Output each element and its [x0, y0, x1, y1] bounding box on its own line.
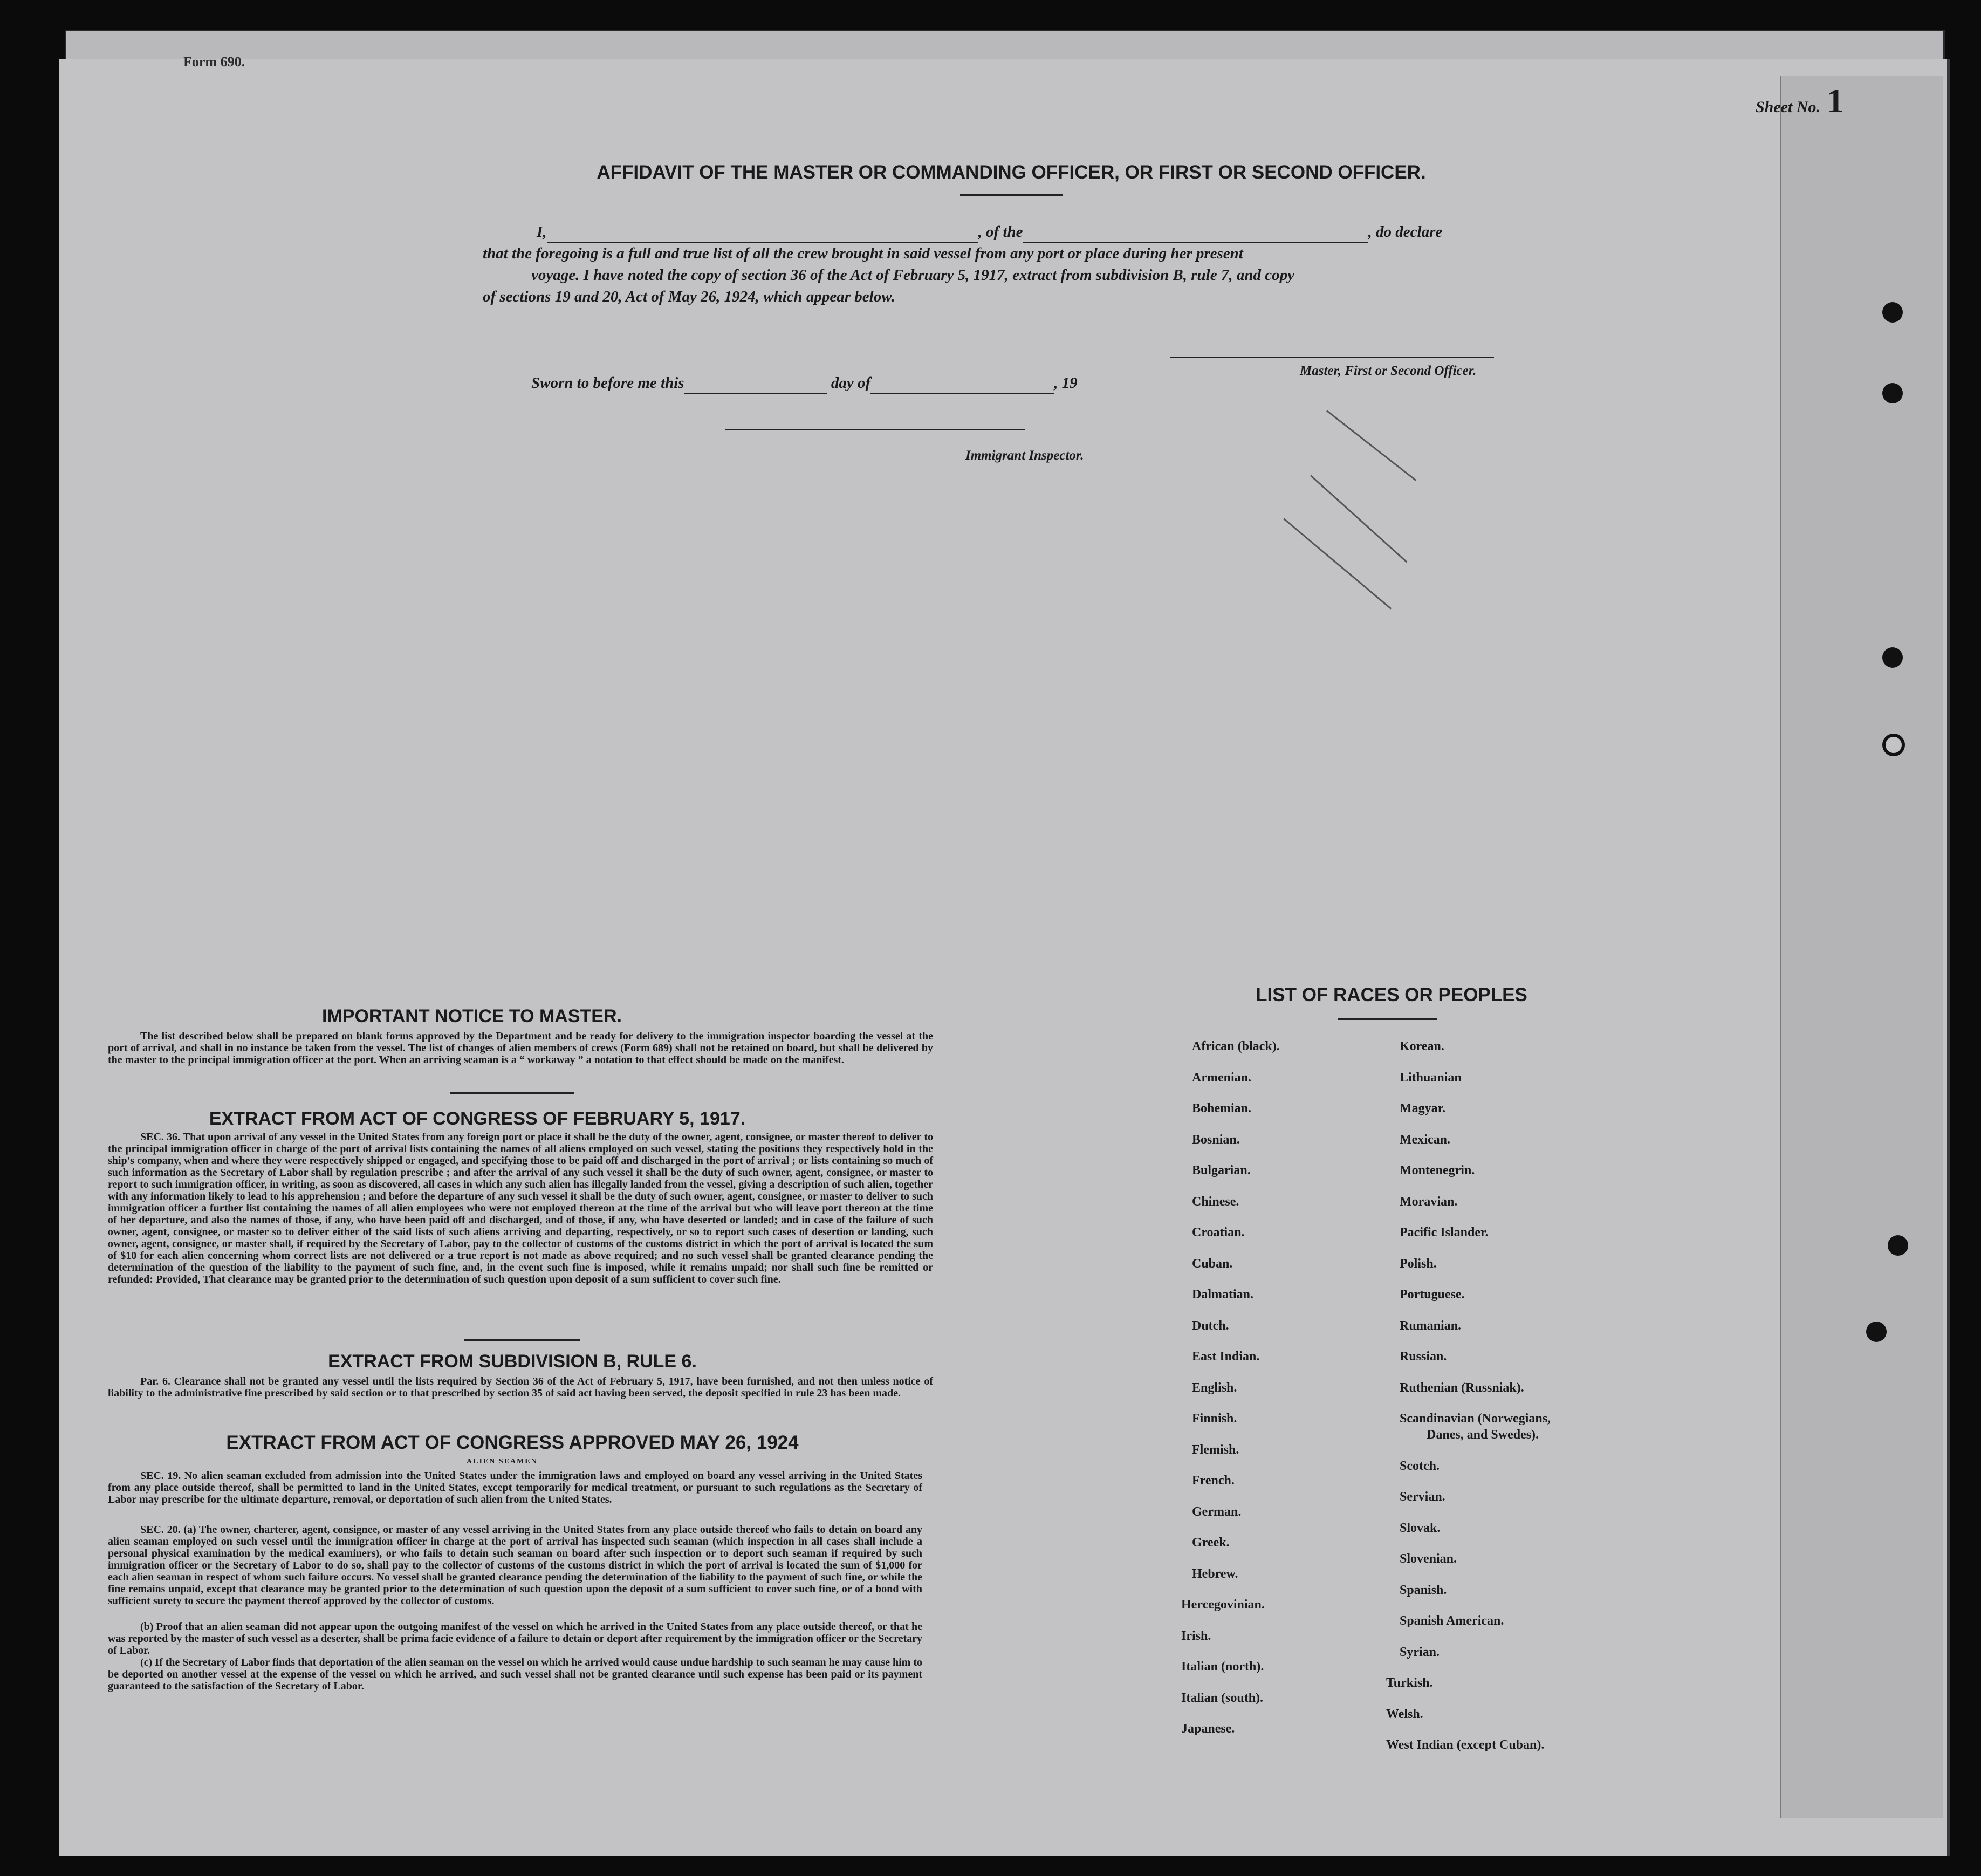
race-item: Dalmatian.: [1192, 1288, 1253, 1302]
races-title: LIST OF RACES OR PEOPLES: [1256, 984, 1527, 1005]
race-item: Scotch.: [1400, 1459, 1440, 1473]
affidavit-line4: of sections 19 and 20, Act of May 26, 1924, which appear below.: [483, 288, 895, 305]
sworn-day-blank[interactable]: [684, 393, 827, 394]
race-item: Italian (north).: [1181, 1660, 1264, 1674]
race-item: Italian (south).: [1181, 1690, 1264, 1705]
notice-title: IMPORTANT NOTICE TO MASTER.: [322, 1006, 622, 1026]
race-item: Hebrew.: [1192, 1566, 1238, 1581]
race-item: Finnish.: [1192, 1412, 1237, 1426]
punch-hole: [1866, 1322, 1887, 1342]
punch-hole: [1882, 302, 1903, 323]
race-item: Portuguese.: [1400, 1288, 1465, 1302]
race-item: Polish.: [1400, 1256, 1437, 1271]
race-item: Dutch.: [1192, 1318, 1229, 1333]
race-item: Rumanian.: [1400, 1318, 1462, 1333]
race-item: Bulgarian.: [1192, 1163, 1251, 1177]
alien-seamen-subtitle: ALIEN SEAMEN: [467, 1457, 538, 1466]
race-item: Bosnian.: [1192, 1132, 1240, 1147]
punch-hole: [1882, 647, 1903, 668]
extract-1917-body: SEC. 36. That upon arrival of any vessel in the United States from any foreign port or place it shall be the duty of the owner, agent, consignee, or master thereof to deliver to the principal immigration officer in charge of the port of arrival lists containing the names of all aliens employed on such vessel, stating the positions they respectively hold in the ship's company, when and where they were respectively shipped or engaged, and specifying those to be paid off and discharged in the port of arrival ; or lists containing so much of such information as the Secretary of Labor shall by regulation prescribe ; and after the arrival of any such vessel it shall be the duty of such owner, agent, consignee, or master to report to such immigration officer, in writing, as soon as discovered, all cases in which any such alien has illegally landed from the vessel, giving a description of such alien, together with any information likely to lead to his apprehension ; and before the departure of any such vessel it shall be the duty of such owner, agent, consignee, or master to deliver to such immigration officer a further list containing the names of all alien employees who were not employed thereon at the time of the arrival but who will leave port thereon at the time of her departure, and also the names of those, if any, who have been paid off and discharged, and of those, if any, who have deserted or landed; and in case of the failure of such owner, agent, consignee, or master so to deliver either of the said lists of such aliens arriving and departing, respectively, or so to report such cases of desertion or landing, such owner, agent, consignee, or master shall, if required by the Secretary of Labor, pay to the collector of customs of the customs district in which the port of arrival is located the sum of $10 for each alien concerning whom correct lists are not delivered or a true report is not made as above required; and no such vessel shall be granted clearance pending the determination of the question of the liability to the payment of such fine, and, in the event such fine is imposed, while it remains unpaid; nor shall such fine be remitted or refunded: Provided, That clearance may be granted prior to the determination of such question upon deposit of a sum sufficient to cover such fine.: [108, 1131, 933, 1285]
notice-body: The list described below shall be prepared on blank forms approved by the Department and be ready for delivery to the immigration inspector boarding the vessel at the port of arrival, and shall in no instance be taken from the vessel. The list of changes of alien members of crews (Form 689) shall not be retained on board, but shall be delivered by the master to the principal immigration officer at the port. When an arriving seaman is a “ workaway ” a notation to that effect should be made on the manifest.: [108, 1030, 933, 1066]
right-tab-sheet: [1780, 76, 1943, 1818]
inspector-signature-line[interactable]: [725, 429, 1025, 430]
race-item: Syrian.: [1400, 1645, 1440, 1659]
race-item: Turkish.: [1386, 1676, 1433, 1690]
race-item: Armenian.: [1192, 1070, 1251, 1085]
race-item: English.: [1192, 1380, 1237, 1395]
race-item: Montenegrin.: [1400, 1163, 1475, 1177]
race-item: Slovenian.: [1400, 1552, 1457, 1566]
race-item: Moravian.: [1400, 1194, 1458, 1209]
race-item: Croatian.: [1192, 1225, 1245, 1240]
races-rule: [1338, 1018, 1437, 1020]
affidavit-of-the: , of the: [978, 223, 1023, 241]
race-item: Japanese.: [1181, 1722, 1235, 1736]
extract-1924-sec20a: SEC. 20. (a) The owner, charterer, agent, consignee, or master of any vessel arriving in the United States from any place outside thereof who fails to detain on board any alien seaman employed on such vessel until the immigration officer in charge at the port of arrival has inspected such seaman (which inspection in all cases shall include a personal physical examination by the medical examiners), or who fails to detain such seaman on board after such inspection or to deport such seaman if required by such immigration officer or the Secretary of Labor to do so, shall pay to the collector of customs of the customs district in which the port of arrival is located the sum of $1,000 for each alien seaman in respect of whom such failure occurs. No vessel shall be granted clearance pending the determination of the liability to the payment of such fine, or while the fine remains unpaid, except that clearance may be granted prior to the determination of such question upon the deposit of a sum sufficient to cover such fine, or of a bond with sufficient surety to secure the payment thereof approved by the collector of customs.: [108, 1524, 922, 1607]
race-item: East Indian.: [1192, 1350, 1260, 1364]
race-item: African (black).: [1192, 1039, 1280, 1053]
punch-hole: [1882, 734, 1905, 756]
extract-1924-sec20b: (b) Proof that an alien seaman did not appear upon the outgoing manifest of the vessel on which he arrived in the United States from any place outside thereof, or that he was reported by the master of such vessel as a deserter, shall be prima facie evidence of a failure to detain or deport after requirement by the immigration officer or the Secretary of Labor.: [108, 1621, 922, 1656]
race-item: Pacific Islander.: [1400, 1225, 1489, 1240]
extract-1917-rule: [464, 1339, 580, 1341]
extract-rule6-title: EXTRACT FROM SUBDIVISION B, RULE 6.: [328, 1351, 697, 1372]
sworn-line: Sworn to before me this day of , 19: [531, 372, 1078, 394]
notice-rule: [450, 1092, 574, 1094]
extract-1924-sec20c: (c) If the Secretary of Labor finds that deportation of the alien seaman on the vessel on which he arrived would cause undue hardship to such seaman he may cause him to be deported on another vessel at the expense of the vessel on which he arrived, and such vessel shall not be granted clearance until such expense has been paid or its payment guaranteed to the satisfaction of the Secretary of Labor.: [108, 1656, 922, 1692]
race-item: Spanish American.: [1400, 1614, 1504, 1628]
race-item: Flemish.: [1192, 1442, 1239, 1457]
punch-hole: [1888, 1235, 1908, 1256]
extract-1924-title: EXTRACT FROM ACT OF CONGRESS APPROVED MAY 26, 1924: [226, 1432, 799, 1453]
sheet-number: Sheet No. 1: [1756, 81, 1844, 120]
race-item: Korean.: [1400, 1039, 1444, 1053]
race-item: Slovak.: [1400, 1521, 1441, 1535]
affidavit-line2: that the foregoing is a full and true list of all the crew brought in said vessel from any port or place during her present: [483, 245, 1243, 262]
extract-1917-title: EXTRACT FROM ACT OF CONGRESS OF FEBRUARY 5, 1917.: [209, 1108, 746, 1129]
race-item: Danes, and Swedes).: [1427, 1428, 1539, 1442]
race-item: Bohemian.: [1192, 1101, 1252, 1115]
sworn-month-blank[interactable]: [870, 393, 1054, 394]
race-item: Ruthenian (Russniak).: [1400, 1380, 1524, 1395]
affidavit-rule: [960, 194, 1063, 196]
inspector-caption: Immigrant Inspector.: [965, 448, 1084, 463]
punch-hole: [1882, 383, 1903, 403]
race-item: Hercegovinian.: [1181, 1598, 1265, 1612]
affidavit-title: AFFIDAVIT OF THE MASTER OR COMMANDING OFFICER, OR FIRST OR SECOND OFFICER.: [597, 162, 1426, 183]
master-signature-caption: Master, First or Second Officer.: [1300, 364, 1477, 378]
race-item: Chinese.: [1192, 1194, 1239, 1209]
race-item: Russian.: [1400, 1350, 1447, 1364]
race-item: Welsh.: [1386, 1707, 1423, 1721]
race-item: Spanish.: [1400, 1583, 1447, 1597]
race-item: Magyar.: [1400, 1101, 1446, 1115]
affidavit-text: [483, 221, 1561, 307]
race-item: Scandinavian (Norwegians,: [1400, 1412, 1551, 1426]
race-item: Mexican.: [1400, 1132, 1450, 1147]
race-item: Servian.: [1400, 1490, 1445, 1504]
extract-1924-sec19: SEC. 19. No alien seaman excluded from admission into the United States under the immigration laws and employed on board any vessel arriving in the United States from any place outside thereof, shall be permitted to land in the United States, except temporarily for medical treatment, or pursuant to such regulations as the Secretary of Labor may prescribe for the ultimate departure, removal, or deportation of such alien from the United States.: [108, 1470, 922, 1505]
form-number: Form 690.: [183, 54, 245, 70]
affidavit-i: I,: [537, 223, 547, 241]
race-item: French.: [1192, 1474, 1235, 1488]
affidavit-declare: , do declare: [1368, 223, 1443, 241]
race-item: West Indian (except Cuban).: [1386, 1738, 1545, 1752]
race-item: Irish.: [1181, 1628, 1211, 1643]
race-item: Cuban.: [1192, 1256, 1233, 1271]
race-item: Lithuanian: [1400, 1070, 1462, 1085]
race-item: German.: [1192, 1504, 1242, 1519]
master-signature-line[interactable]: [1170, 357, 1494, 358]
extract-rule6-body: Par. 6. Clearance shall not be granted any vessel until the lists required by Section 36 of the Act of February 5, 1917, have been furnished, and not then unless notice of liability to the administrative fine prescribed by said section or to that prescribed by section 35 of said act having been served, the deposit specified in rule 23 has been made.: [108, 1375, 933, 1399]
race-item: Greek.: [1192, 1536, 1230, 1550]
affidavit-line3: voyage. I have noted the copy of section 36 of the Act of February 5, 1917, extract from subdivision B, rule 7, and copy: [531, 266, 1294, 284]
